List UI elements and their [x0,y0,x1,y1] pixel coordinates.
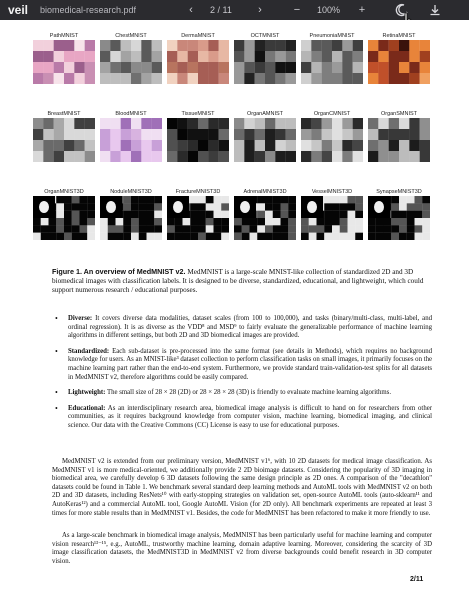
dataset-thumbnail [234,118,296,162]
dataset-label: OrganMNIST3D [44,189,84,195]
dataset-label: FractureMNIST3D [175,189,221,195]
bullet-term: Diverse: [68,315,93,322]
dataset-thumbnail [167,40,229,84]
dataset-label: OrganCMNIST [313,111,351,117]
page-indicator: 2 / 11 [210,5,232,15]
dataset-tile [234,189,296,245]
dataset-thumbnail [100,196,162,240]
dataset-label: OrganAMNIST [246,111,284,117]
zoom-in-button[interactable]: + [358,4,366,16]
file-name: biomedical-research.pdf [40,5,137,15]
list-item: • Standardized: Each sub-dataset is pre-processed into the same format (see details in Methods), which requires no background knowledge for users. As an MNIST-like³ dataset collection to perform classification tasks on small images, it primarily focuses on the machine learning part rather than the end-to-end system. Furthermore, we provide standard train-validation-test splits for all datasets in MedMNIST v2, therefore algorithms could be easily compared. [55,346,432,381]
bullet-text: As an interdisciplinary research area, biomedical image analysis is difficult to hand on for researchers from other communities, as it requires background knowledge from computer vision, machine learning, biomedical imaging, and clinical science. Our data with the Creative Commons (CC) License is easy to use for educational purposes. [68,404,432,429]
dataset-tile [234,33,296,89]
dataset-tile [368,189,430,245]
dataset-label: OCTMNIST [250,33,280,39]
dataset-tile [33,189,95,245]
dataset-thumbnail [167,196,229,240]
dataset-thumbnail [100,118,162,162]
dataset-tile [100,189,162,245]
bullet-text: The small size of 28 × 28 (2D) or 28 × 28 × 28 (3D) is friendly to evaluate machine learning algorithms. [106,389,392,397]
dataset-thumbnail [33,196,95,240]
dataset-thumbnail [33,40,95,84]
next-page-button[interactable]: › [258,4,262,16]
dataset-tile [368,33,430,89]
dataset-thumbnail [301,196,363,240]
prev-page-button[interactable]: ‹ [189,4,193,16]
dataset-tile [301,33,363,89]
figure-caption [52,267,432,296]
dataset-tile [234,111,296,167]
caption-text: MedMNIST is a large-scale MNIST-like collection of standardized 2D and 3D biomedical images with classification labels. It is designed to be diverse, standardized, educational, and lightweight, which could support numerous research / educational purposes. [52,268,424,295]
body-paragraph: MedMNIST v2 is extended from our preliminary version, MedMNIST v1⁶, with 10 2D datasets for medical image classification. As MedMNIST v1 is more medical-oriented, we additionally provide 2 2D bioimage datasets. Considering the popularity of 3D imaging in biomedical area, we carefully develop 6 3D datasets following the same design principle as 2D ones. A comparison of the "decathlon" datasets could be found in Table 1. We benchmark several standard deep learning methods and AutoML tools with MedMNIST v2 on both 2D and 3D datasets, including ResNets¹⁰ with early-stopping strategies on validation set, open-source AutoML tools (auto-sklearn¹¹ and AutoKeras¹²) and a commercial AutoML tool, Google AutoML Vision (for 2D only). All benchmark experiments are repeated at least 3 times for more stable results than in MedMNIST v1. Besides, the code for MedMNIST has been refactored to make it more friendly to use. [52,458,432,517]
dataset-thumbnail [234,40,296,84]
download-icon[interactable] [427,2,443,18]
list-item: • Lightweight: The small size of 28 × 28 (2D) or 28 × 28 × 28 (3D) is friendly to evaluate machine learning algorithms. [55,388,392,398]
dataset-tile [167,111,229,167]
dataset-label: AdrenalMNIST3D [243,189,287,195]
dataset-tile [33,111,95,167]
feature-list [52,315,432,438]
bullet-term: Lightweight: [68,389,106,397]
pdf-toolbar [0,0,469,20]
dataset-label: VesselMNIST3D [311,189,353,195]
dataset-tile [33,33,95,89]
page-number: 2/11 [410,576,424,583]
dataset-tile [167,189,229,245]
dataset-thumbnail [301,40,363,84]
body-paragraph: As a large-scale benchmark in biomedical image analysis, MedMNIST has been particularly useful for machine learning and computer vision research¹³⁻¹⁵, e.g., AutoML, trustworthy machine learning, domain adaptive learning. Moreover, considering the scarcity of 3D image classification datasets, the MedMNIST3D in MedMNIST v2 from diverse backgrounds could benefit research in 3D computer vision. [52,532,432,565]
dataset-label: SynapseMNIST3D [376,189,422,195]
dataset-thumbnail [368,118,430,162]
dataset-label: BloodMNIST [115,111,147,117]
bullet-term: Standardized: [68,347,110,355]
dataset-label: BreastMNIST [47,111,81,117]
bullet-text: Each sub-dataset is pre-processed into the same format (see details in Methods), which requires no background knowledge for users. As an MNIST-like³ dataset collection to perform classification tasks on small images, it primarily focuses on the machine learning part rather than the end-to-end system. Furthermore, we provide standard train-validation-test splits for all datasets in MedMNIST v2, therefore algorithms could be easily compared. [68,347,432,381]
dataset-label: TissueMNIST [181,111,215,117]
dataset-thumbnail [167,118,229,162]
zoom-level: 100% [317,5,341,15]
dataset-thumbnail [100,40,162,84]
dataset-thumbnail [301,118,363,162]
dataset-tile [100,33,162,89]
dataset-thumbnail [234,196,296,240]
dataset-tile [100,111,162,167]
dataset-label: NoduleMNIST3D [110,189,152,195]
dataset-tile [167,33,229,89]
bullet-text: It covers diverse data modalities, dataset scales (from 100 to 100,000), and tasks (binary/multi-class, multi-label, and ordinal regression). It is as diverse as the VDD⁸ and MSD⁹ to fairly evaluate the generalizable performance of machine learning algorithms in different settings, but both 2D and 3D biomedical images are provided. [68,315,432,340]
dataset-tile [301,189,363,245]
dataset-thumbnail [368,40,430,84]
bullet-term: Educational: [68,404,106,412]
dataset-tile [301,111,363,167]
dataset-tile [368,111,430,167]
caption-label: Figure 1. An overview of MedMNIST v2. [52,267,186,276]
dataset-label: RetinaMNIST [382,33,416,39]
app-logo: veil [8,3,29,17]
list-item: • Educational: As an interdisciplinary research area, biomedical image analysis is difficult to hand on for researchers from other communities, as it requires background knowledge from computer vision, machine learning, biomedical imaging, and clinical science. Our data with the Creative Commons (CC) License is easy to use for educational purposes. [55,403,432,429]
dataset-thumbnail [33,118,95,162]
dataset-label: PathMNIST [49,33,79,39]
zoom-out-button[interactable]: − [293,4,301,16]
dataset-label: DermaMNIST [181,33,215,39]
list-item: • Diverse: It covers diverse data modalities, dataset scales (from 100 to 100,000), and tasks (binary/multi-class, multi-label, and ordinal regression). It is as diverse as the VDD⁸ and MSD⁹ to fairly evaluate the generalizable performance of machine learning algorithms in different settings, but both 2D and 3D biomedical images are provided. [55,314,432,340]
dataset-label: PneumoniaMNIST [309,33,355,39]
dataset-thumbnail [368,196,430,240]
dataset-label: ChestMNIST [115,33,147,39]
dataset-label: OrganSMNIST [380,111,418,117]
